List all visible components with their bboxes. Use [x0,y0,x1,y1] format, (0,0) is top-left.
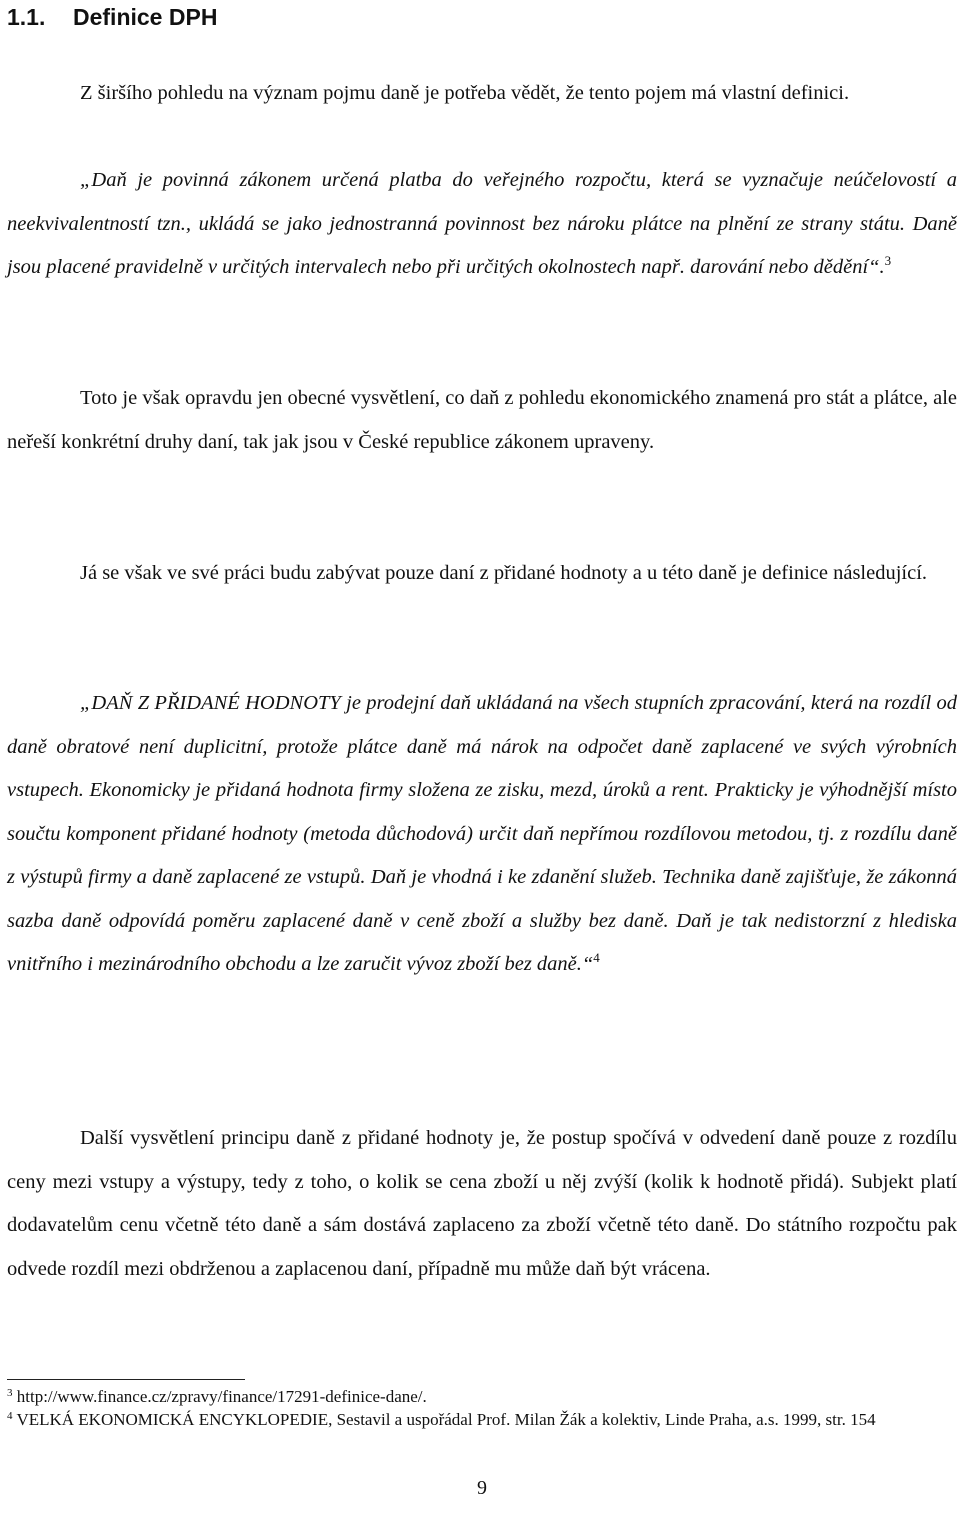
footnote-4-text: VELKÁ EKONOMICKÁ ENCYKLOPEDIE, Sestavil a uspořádal Prof. Milan Žák a kolektiv, Linde Praha, a.s. 1999, str. 154 [16,1409,876,1429]
paragraph-general-explanation-text: Toto je však opravdu jen obecné vysvětlení, co daň z pohledu ekonomického znamená pro stát a plátce, ale neřeší konkrétní druhy daní, tak jak jsou v České republice zákonem upraveny. [7,387,957,453]
footnote-reference-3: 3 [884,253,892,268]
footnote-3-text: http://www.finance.cz/zpravy/finance/17291-definice-dane/. [16,1387,427,1406]
paragraph-vat-principle [7,1117,957,1291]
footnote-mark-4: 4 [7,1409,13,1422]
footnote-4 [7,1409,957,1432]
paragraph-vat-intro-text: Já se však ve své práci budu zabývat pouze daní z přidané hodnoty a u této daně je definice následující. [80,562,928,584]
page-number: 9 [477,1477,487,1499]
paragraph-general-explanation [7,377,957,464]
paragraph-vat-principle-text: Další vysvětlení principu daně z přidané hodnoty je, že postup spočívá v odvedení daně pouze z rozdílu ceny mezi vstupy a výstupy, tedy z toho, o kolik se cena zboží u něj zvýší (kolik k hodnotě přidá). Subjekt platí dodavatelům cenu včetně této daně a sám dostává zaplaceno za zboží včetně této daně. Do státního rozpočtu pak odvede rozdíl mezi obdrženou a zaplacenou daní, případně mu může daň být vrácena. [7,1127,957,1280]
paragraph-tax-definition-quote [7,159,957,290]
section-number: 1.1. [7,4,46,30]
footnotes [7,1386,957,1431]
footnote-reference-4: 4 [593,950,600,965]
paragraph-tax-definition-text: „Daň je povinná zákonem určená platba do veřejného rozpočtu, která se vyznačuje neúčelovostí a neekvivalentností tzn., ukládá se jako jednostranná povinnost bez nároku plátce na plnění ze strany státu. Daně jsou placené pravidelně v určitých intervalech nebo při určitých okolnostech např. darování nebo dědění“. [7,169,957,278]
paragraph-vat-definition-quote [7,682,957,987]
footnote-mark-3: 3 [7,1387,13,1399]
footnote-separator [7,1379,245,1380]
section-heading [7,2,217,32]
footnote-3 [7,1386,957,1409]
paragraph-intro [7,72,957,116]
paragraph-intro-text: Z širšího pohledu na význam pojmu daně je potřeba vědět, že tento pojem má vlastní definici. [80,82,850,104]
paragraph-vat-intro [7,552,957,596]
section-title: Definice DPH [73,4,218,30]
paragraph-vat-definition-text: „DAŇ Z PŘIDANÉ HODNOTY je prodejní daň ukládaná na všech stupních zpracování, která na rozdíl od daně obratové není duplicitní, protože plátce daně má nárok na odpočet daně zaplacené ve svých výrobních vstupech. Ekonomicky je přidaná hodnota firmy složena ze zisku, mezd, úroků a rent. Prakticky je výhodnější místo součtu komponent přidané hodnoty (metoda důchodová) určit daň nepřímou rozdílovou metodou, tj. z rozdílu daně z výstupů firmy a daně zaplacené ze vstupů. Daň je vhodná i ke zdanění služeb. Technika daně zajišťuje, že zákonná sazba daně odpovídá poměru zaplacené daně v ceně zboží a služby bez daně. Daň je tak nedistorzní z hlediska vnitřního i mezinárodního obchodu a lze zaručit vývoz zboží bez daně.“ [7,692,957,975]
